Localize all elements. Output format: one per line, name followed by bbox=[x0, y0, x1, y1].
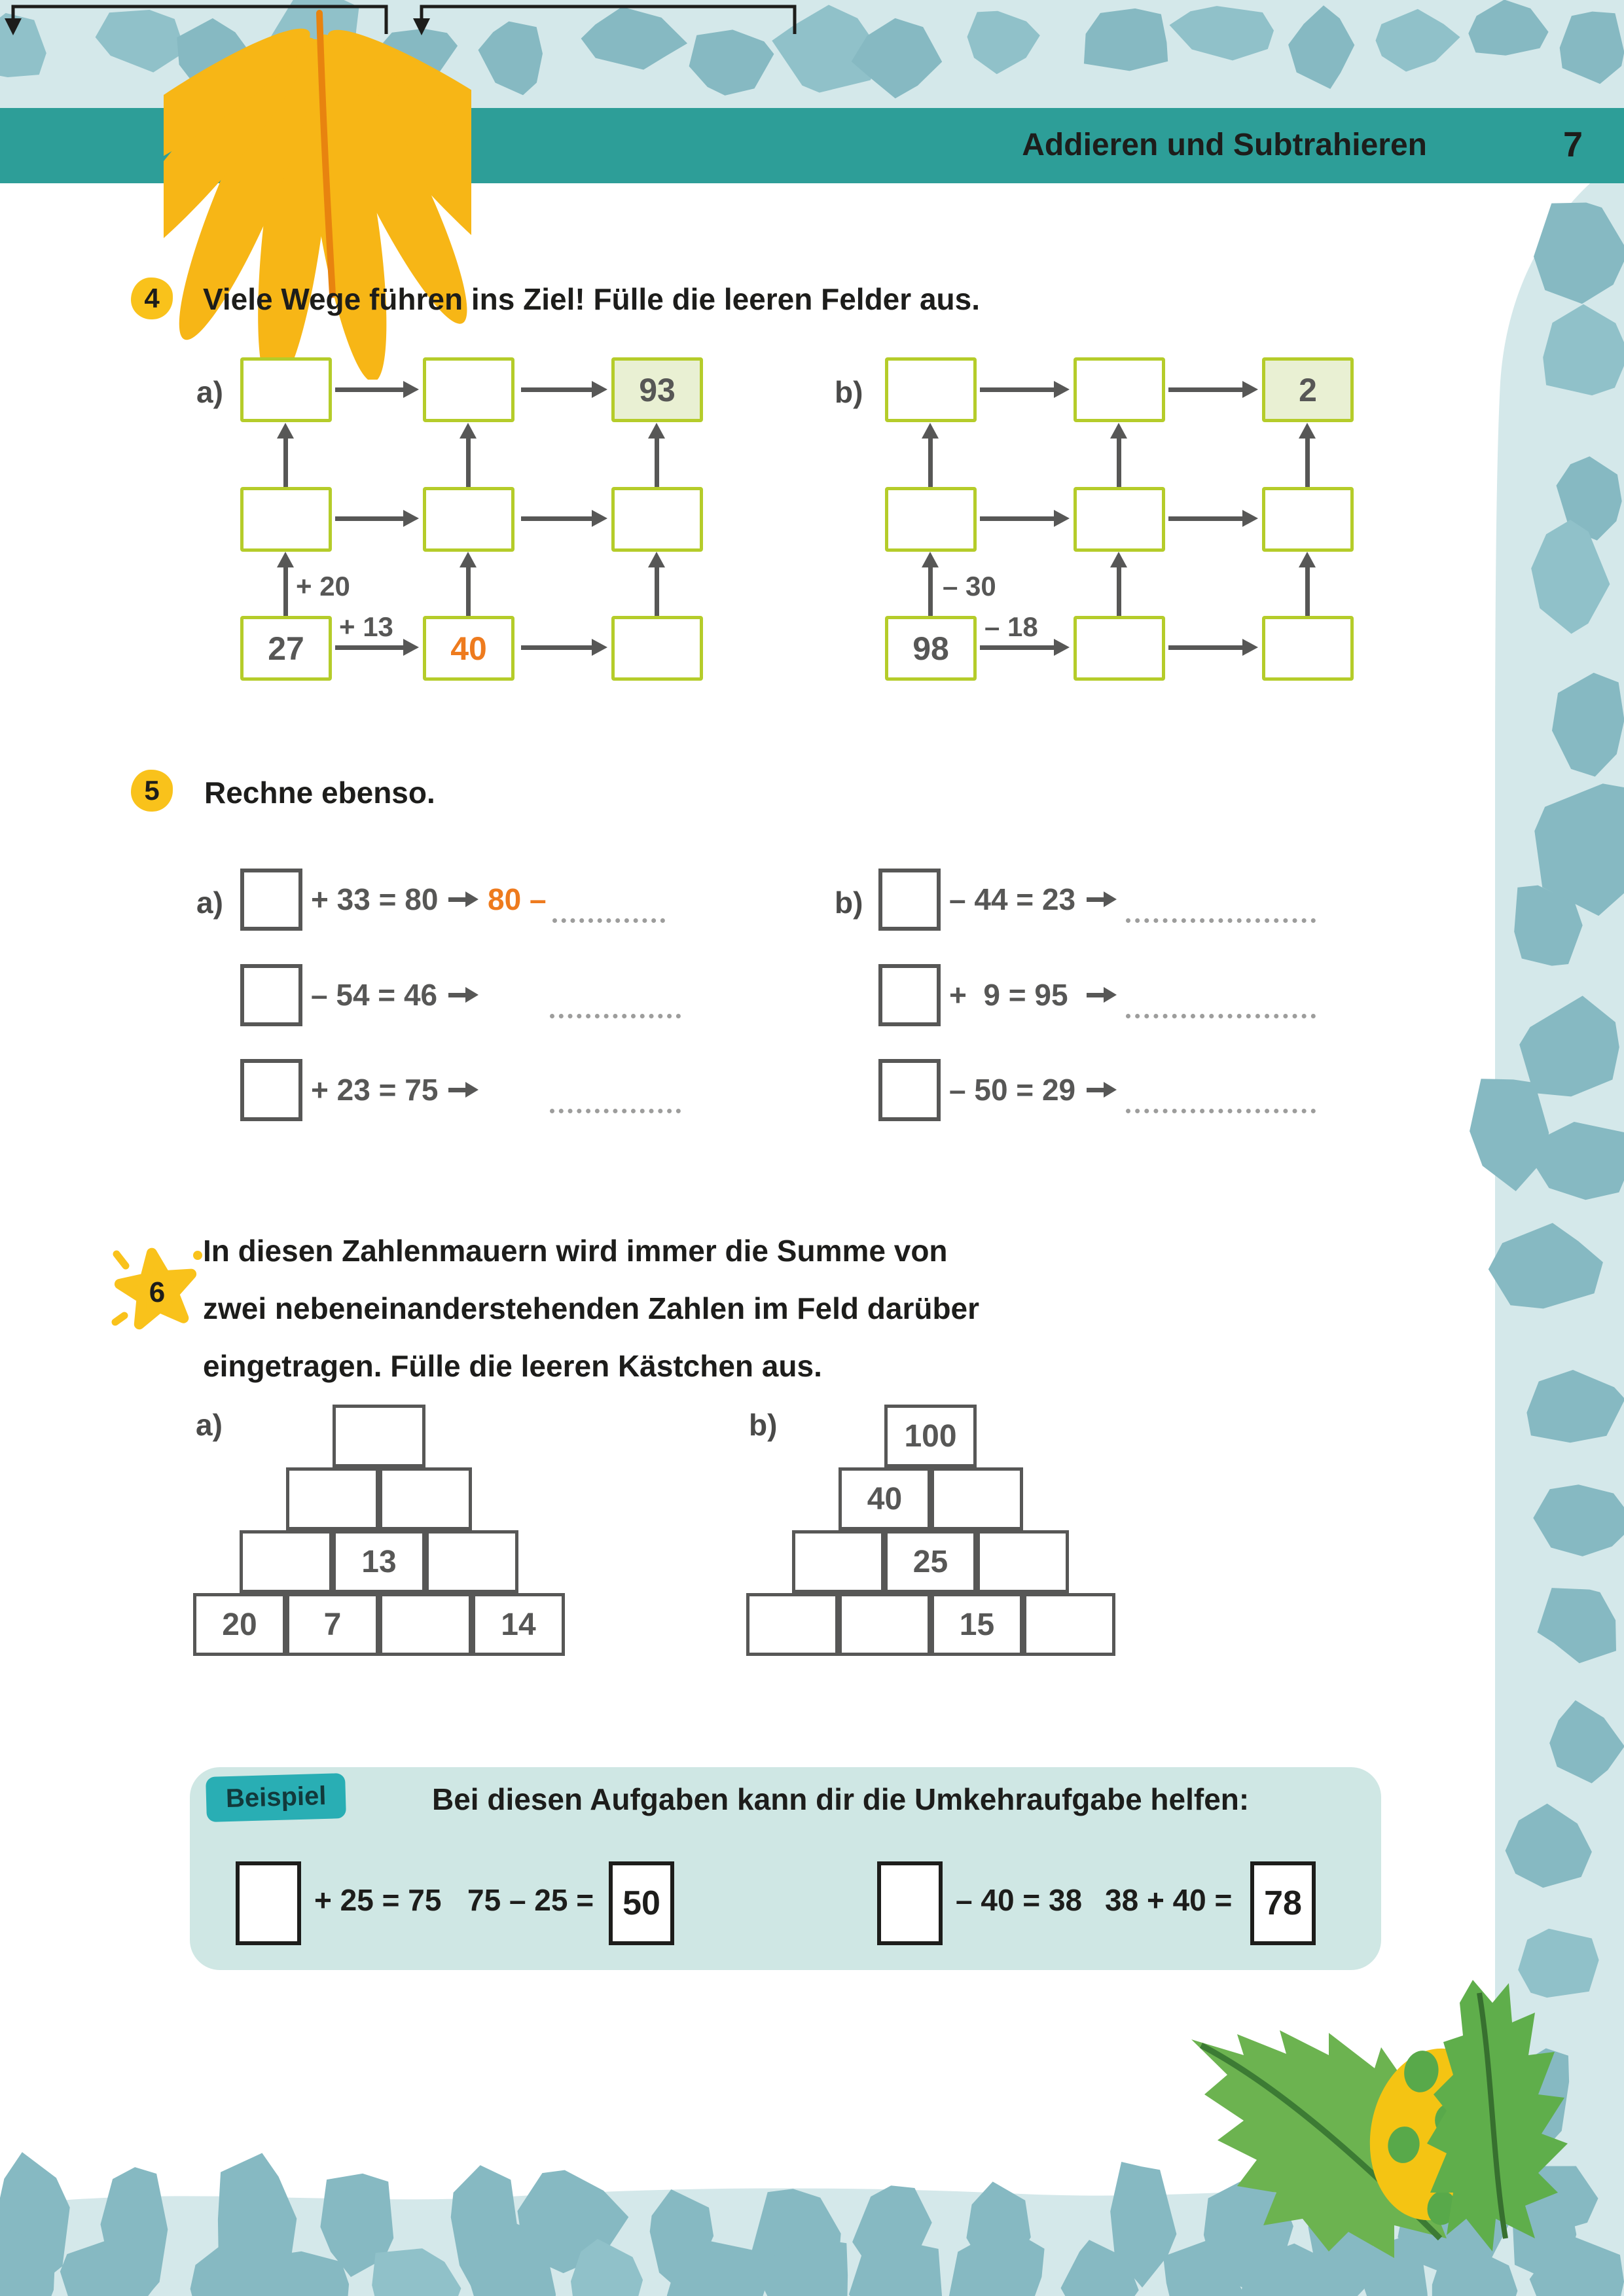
grid-cell-start: 98 bbox=[885, 616, 977, 681]
up-arrow-icon bbox=[466, 566, 471, 616]
equation-row bbox=[878, 1059, 1337, 1122]
equation-row bbox=[240, 964, 698, 1027]
page-title: Addieren und Subtrahieren bbox=[1022, 128, 1427, 162]
pyramid-cell[interactable] bbox=[1023, 1593, 1115, 1656]
pyramid-cell[interactable] bbox=[746, 1593, 839, 1656]
pyramid-cell[interactable] bbox=[792, 1530, 884, 1593]
grid-cell[interactable] bbox=[885, 357, 977, 422]
right-arrow-icon bbox=[980, 387, 1055, 392]
answer-box[interactable] bbox=[236, 1861, 301, 1945]
pyramid-cell[interactable] bbox=[839, 1593, 931, 1656]
grid-a-label: a) bbox=[196, 375, 223, 409]
pyramid-cell: 13 bbox=[333, 1530, 425, 1593]
column-a-label: a) bbox=[196, 886, 223, 920]
grid-cell[interactable] bbox=[240, 357, 332, 422]
up-arrow-icon bbox=[655, 437, 659, 487]
bracket-arrow-icon bbox=[408, 0, 814, 42]
right-arrow-icon bbox=[980, 516, 1055, 521]
pyramid-cell[interactable] bbox=[333, 1405, 425, 1467]
exercise-5-badge: 5 bbox=[131, 770, 173, 812]
grid-cell[interactable] bbox=[240, 487, 332, 552]
grid-cell-target: 93 bbox=[611, 357, 703, 422]
example-heading: Bei diesen Aufgaben kann dir die Umkehraufgabe helfen: bbox=[432, 1782, 1250, 1816]
pyramid-b-label: b) bbox=[749, 1408, 778, 1442]
grid-cell[interactable] bbox=[423, 357, 514, 422]
page-number: 7 bbox=[1563, 125, 1583, 164]
equation-row bbox=[878, 964, 1337, 1027]
grid-cell[interactable] bbox=[423, 487, 514, 552]
right-arrow-icon bbox=[521, 516, 593, 521]
example-equation: 38 + 40 = bbox=[1105, 1883, 1233, 1917]
grid-cell[interactable] bbox=[1074, 616, 1165, 681]
example-tag: Beispiel bbox=[206, 1773, 346, 1822]
right-arrow-icon bbox=[521, 387, 593, 392]
right-arrow-icon bbox=[335, 387, 405, 392]
equation-text: + 33 = 80 bbox=[311, 882, 439, 916]
up-arrow-icon bbox=[1305, 437, 1310, 487]
grid-cell[interactable] bbox=[1074, 357, 1165, 422]
hint-text: 80 – bbox=[488, 882, 547, 916]
grid-cell: 40 bbox=[423, 616, 514, 681]
example-answer-box: 78 bbox=[1250, 1861, 1316, 1945]
equation-row bbox=[240, 1059, 698, 1122]
exercise-6-text-line: zwei nebeneinanderstehenden Zahlen im Feld darüber bbox=[203, 1291, 980, 1325]
example-equation: + 25 = 75 bbox=[314, 1883, 442, 1917]
example-equation: – 40 = 38 bbox=[956, 1883, 1083, 1917]
arrow-icon bbox=[1087, 993, 1104, 997]
equation-row bbox=[240, 869, 698, 931]
exercise-6-text-line: In diesen Zahlenmauern wird immer die Summe von bbox=[203, 1234, 948, 1268]
pyramid-cell: 20 bbox=[193, 1593, 286, 1656]
up-arrow-icon bbox=[928, 437, 933, 487]
grid-cell[interactable] bbox=[1074, 487, 1165, 552]
exercise-4-badge: 4 bbox=[131, 278, 173, 319]
column-b-label: b) bbox=[835, 886, 863, 920]
exercise-6-badge: 6 bbox=[111, 1244, 203, 1342]
up-arrow-icon bbox=[1305, 566, 1310, 616]
pyramid-cell[interactable] bbox=[931, 1467, 1023, 1530]
right-arrow-icon bbox=[980, 645, 1055, 650]
example-equation: 75 – 25 = bbox=[467, 1883, 594, 1917]
up-arrow-icon bbox=[655, 566, 659, 616]
pyramid-cell: 100 bbox=[884, 1405, 977, 1467]
up-arrow-icon bbox=[466, 437, 471, 487]
pyramid-cell[interactable] bbox=[425, 1530, 518, 1593]
equation-text: + 9 = 95 bbox=[949, 978, 1068, 1012]
pyramid-cell: 7 bbox=[286, 1593, 379, 1656]
up-arrow-icon bbox=[283, 566, 288, 616]
answer-line[interactable] bbox=[552, 888, 665, 923]
bracket-arrow-icon bbox=[0, 0, 406, 42]
grid-cell[interactable] bbox=[611, 616, 703, 681]
answer-box[interactable] bbox=[878, 869, 941, 931]
answer-box[interactable] bbox=[240, 1059, 302, 1121]
right-arrow-icon bbox=[521, 645, 593, 650]
up-arrow-icon bbox=[1117, 566, 1121, 616]
right-arrow-icon bbox=[1168, 387, 1244, 392]
pyramid-cell[interactable] bbox=[286, 1467, 379, 1530]
grid-cell[interactable] bbox=[611, 487, 703, 552]
arrow-icon bbox=[1087, 897, 1104, 902]
exercise-5-title: Rechne ebenso. bbox=[204, 776, 435, 810]
right-arrow-icon bbox=[335, 645, 405, 650]
pyramid-cell: 15 bbox=[931, 1593, 1023, 1656]
exercise-4-title: Viele Wege führen ins Ziel! Fülle die leeren Felder aus. bbox=[203, 282, 980, 316]
answer-box[interactable] bbox=[240, 964, 302, 1026]
up-arrow-icon bbox=[928, 566, 933, 616]
exercise-6-text-line: eingetragen. Fülle die leeren Kästchen aus. bbox=[203, 1349, 822, 1383]
grid-b-label: b) bbox=[835, 375, 863, 409]
leaf-egg-illustration bbox=[1165, 1977, 1584, 2296]
answer-line[interactable] bbox=[550, 1079, 681, 1113]
up-arrow-icon bbox=[283, 437, 288, 487]
arrow-icon bbox=[448, 897, 465, 902]
pyramid-cell: 40 bbox=[839, 1467, 931, 1530]
answer-box[interactable] bbox=[878, 1059, 941, 1121]
operation-label: + 20 bbox=[296, 571, 350, 601]
pyramid-cell: 25 bbox=[884, 1530, 977, 1593]
right-arrow-icon bbox=[335, 516, 405, 521]
up-arrow-icon bbox=[1117, 437, 1121, 487]
answer-line[interactable] bbox=[550, 984, 681, 1018]
arrow-icon bbox=[1087, 1088, 1104, 1092]
right-arrow-icon bbox=[1168, 516, 1244, 521]
answer-box[interactable] bbox=[877, 1861, 943, 1945]
equation-text: – 54 = 46 bbox=[311, 978, 438, 1012]
equation-text: – 50 = 29 bbox=[949, 1073, 1076, 1107]
pyramid-cell[interactable] bbox=[379, 1467, 472, 1530]
grid-cell[interactable] bbox=[885, 487, 977, 552]
answer-line[interactable] bbox=[1126, 984, 1316, 1018]
grid-cell[interactable] bbox=[1262, 487, 1354, 552]
pyramid-cell[interactable] bbox=[977, 1530, 1069, 1593]
answer-box[interactable] bbox=[878, 964, 941, 1026]
pyramid-cell[interactable] bbox=[379, 1593, 472, 1656]
right-arrow-icon bbox=[1168, 645, 1244, 650]
pyramid-cell: 14 bbox=[472, 1593, 565, 1656]
grid-cell[interactable] bbox=[1262, 616, 1354, 681]
arrow-icon bbox=[448, 1088, 465, 1092]
operation-label: – 18 bbox=[984, 611, 1038, 642]
answer-line[interactable] bbox=[1126, 888, 1316, 923]
answer-box[interactable] bbox=[240, 869, 302, 931]
operation-label: + 13 bbox=[339, 611, 393, 642]
operation-label: – 30 bbox=[943, 571, 996, 601]
equation-row bbox=[878, 869, 1337, 931]
grid-cell-start: 27 bbox=[240, 616, 332, 681]
pyramid-a-label: a) bbox=[196, 1408, 223, 1442]
grid-cell-target: 2 bbox=[1262, 357, 1354, 422]
equation-text: – 44 = 23 bbox=[949, 882, 1076, 916]
answer-line[interactable] bbox=[1126, 1079, 1316, 1113]
example-answer-box: 50 bbox=[609, 1861, 674, 1945]
pyramid-cell[interactable] bbox=[240, 1530, 333, 1593]
arrow-icon bbox=[448, 993, 465, 997]
equation-text: + 23 = 75 bbox=[311, 1073, 439, 1107]
